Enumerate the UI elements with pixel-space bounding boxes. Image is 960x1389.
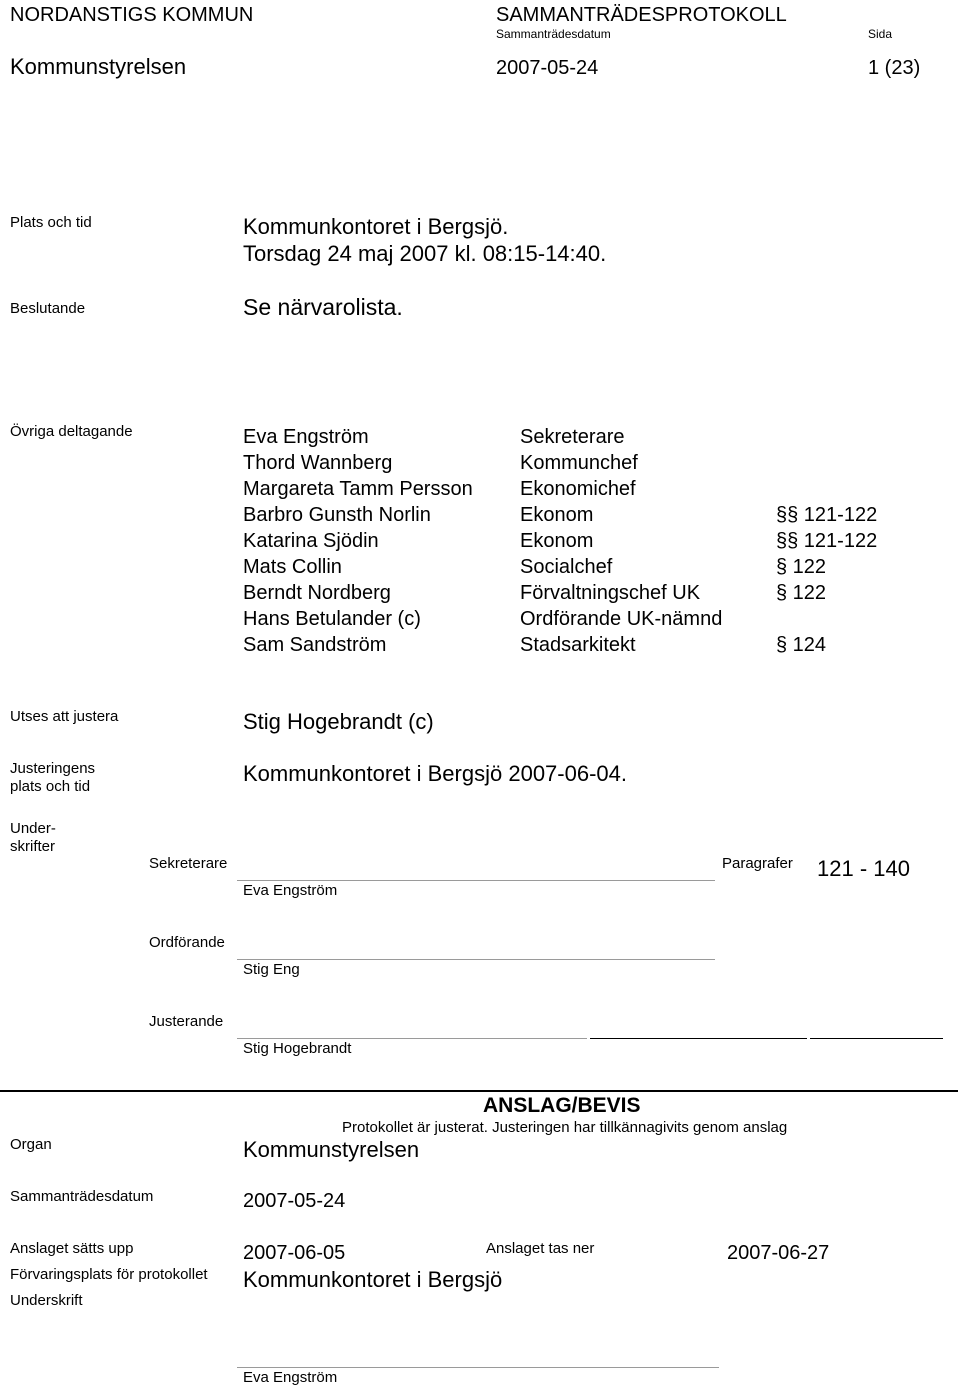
signatures-label-1: Under- (10, 820, 56, 837)
secretary-label: Sekreterare (149, 855, 228, 872)
notice-signature-name: Eva Engström (243, 1369, 338, 1386)
attendee-role: Ekonom (520, 504, 594, 526)
attendee-name: Mats Collin (243, 556, 342, 578)
storage-value: Kommunkontoret i Bergsjö (243, 1267, 503, 1292)
page-number: 1 (23) (868, 57, 921, 79)
attendee-role: Socialchef (520, 556, 613, 578)
adjust-place-label-1: Justeringens (10, 760, 96, 777)
notice-separator (0, 1090, 958, 1092)
organ-value: Kommunstyrelsen (243, 1137, 420, 1162)
document-type: SAMMANTRÄDESPROTOKOLL (496, 4, 787, 26)
adjust-place-value: Kommunkontoret i Bergsjö 2007-06-04. (243, 761, 627, 786)
attendee-role: Sekreterare (520, 426, 625, 448)
paragraphs-value: 121 - 140 (817, 856, 910, 881)
attendee-name: Eva Engström (243, 426, 369, 448)
attendee-role: Kommunchef (520, 452, 638, 474)
adjuster-name: Stig Hogebrandt (243, 1040, 352, 1057)
other-attendees-label: Övriga deltagande (10, 423, 133, 440)
adjuster-signature-line (237, 1038, 587, 1039)
notice-subtitle: Protokollet är justerat. Justeringen har tillkännagivits genom anslag (342, 1119, 788, 1136)
notice-date-value: 2007-05-24 (243, 1190, 346, 1212)
attendee-role: Ekonom (520, 530, 594, 552)
attendee-paragraphs: § 122 (776, 582, 827, 604)
secretary-name: Eva Engström (243, 882, 338, 899)
attendee-name: Hans Betulander (c) (243, 608, 421, 630)
chair-label: Ordförande (149, 934, 225, 951)
paragraphs-label: Paragrafer (722, 855, 793, 872)
notice-signature-label: Underskrift (10, 1292, 83, 1309)
posted-value: 2007-06-05 (243, 1242, 346, 1264)
adjuster-signature-line-3 (810, 1038, 943, 1039)
attendee-paragraphs: § 124 (776, 634, 827, 656)
removed-label: Anslaget tas ner (486, 1240, 595, 1257)
attendee-role: Förvaltningschef UK (520, 582, 701, 604)
adjuster-label: Utses att justera (10, 708, 119, 725)
chair-name: Stig Eng (243, 961, 300, 978)
notice-date-label: Sammanträdesdatum (10, 1188, 154, 1205)
place-line-2: Torsdag 24 maj 2007 kl. 08:15-14:40. (243, 241, 607, 266)
meeting-date: 2007-05-24 (496, 57, 599, 79)
attendee-role: Ordförande UK-nämnd (520, 608, 723, 630)
deciding-value: Se närvarolista. (243, 294, 403, 320)
attendee-name: Berndt Nordberg (243, 582, 391, 604)
chair-signature-line (237, 959, 715, 960)
signatures-label-2: skrifter (10, 838, 55, 855)
storage-label: Förvaringsplats för protokollet (10, 1266, 208, 1283)
attendee-name: Sam Sandström (243, 634, 387, 656)
adjust-place-label-2: plats och tid (10, 778, 91, 795)
removed-value: 2007-06-27 (727, 1242, 830, 1264)
place-time-label: Plats och tid (10, 214, 92, 231)
adjuster-value: Stig Hogebrandt (c) (243, 709, 434, 734)
header-page-label: Sida (868, 27, 893, 41)
adjuster-signature-line-2 (590, 1038, 807, 1039)
adjuster-signature-label: Justerande (149, 1013, 224, 1030)
attendee-role: Ekonomichef (520, 478, 636, 500)
secretary-signature-line (237, 880, 715, 881)
committee-name: Kommunstyrelsen (10, 54, 187, 79)
attendee-role: Stadsarkitekt (520, 634, 636, 656)
header-date-label: Sammanträdesdatum (496, 27, 611, 41)
attendee-name: Thord Wannberg (243, 452, 393, 474)
attendee-name: Margareta Tamm Persson (243, 478, 473, 500)
attendee-paragraphs: § 122 (776, 556, 827, 578)
deciding-label: Beslutande (10, 300, 86, 317)
organ-label: Organ (10, 1136, 52, 1153)
municipality-name: NORDANSTIGS KOMMUN (10, 4, 254, 26)
place-line-1: Kommunkontoret i Bergsjö. (243, 214, 509, 239)
notice-signature-line (237, 1367, 719, 1368)
posted-label: Anslaget sätts upp (10, 1240, 134, 1257)
attendee-paragraphs: §§ 121-122 (776, 504, 878, 526)
notice-title: ANSLAG/BEVIS (483, 1094, 641, 1117)
attendee-name: Barbro Gunsth Norlin (243, 504, 431, 526)
attendee-paragraphs: §§ 121-122 (776, 530, 878, 552)
attendee-name: Katarina Sjödin (243, 530, 379, 552)
